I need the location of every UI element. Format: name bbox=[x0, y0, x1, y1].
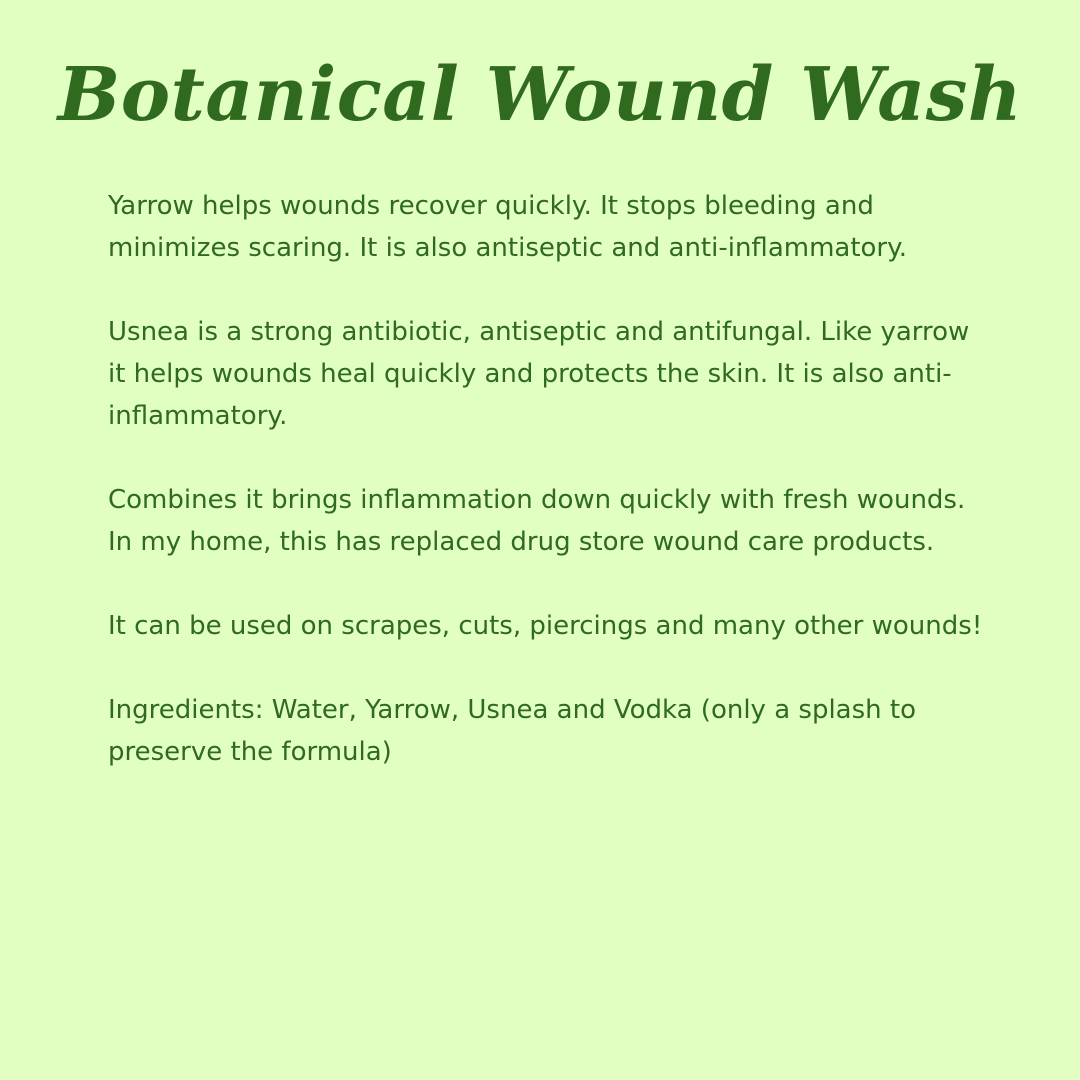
paragraph-uses: It can be used on scrapes, cuts, piercings and many other wounds! bbox=[108, 611, 983, 641]
paragraph-ingredients: Ingredients: Water, Yarrow, Usnea and Vodka (only a splash to preserve the formula) bbox=[108, 695, 917, 767]
paragraph-usnea: Usnea is a strong antibiotic, antiseptic and antifungal. Like yarrow it helps wounds heal quickly and protects the skin. It is also anti-inflammatory. bbox=[108, 317, 970, 431]
paragraph-yarrow: Yarrow helps wounds recover quickly. It stops bleeding and minimizes scaring. It is also antiseptic and anti-inflammatory. bbox=[108, 191, 908, 263]
paragraph-combined: Combines it brings inflammation down quickly with fresh wounds. In my home, this has replaced drug store wound care products. bbox=[108, 485, 966, 557]
page-title: Botanical Wound Wash bbox=[57, 52, 1023, 138]
body-text bbox=[108, 185, 988, 815]
